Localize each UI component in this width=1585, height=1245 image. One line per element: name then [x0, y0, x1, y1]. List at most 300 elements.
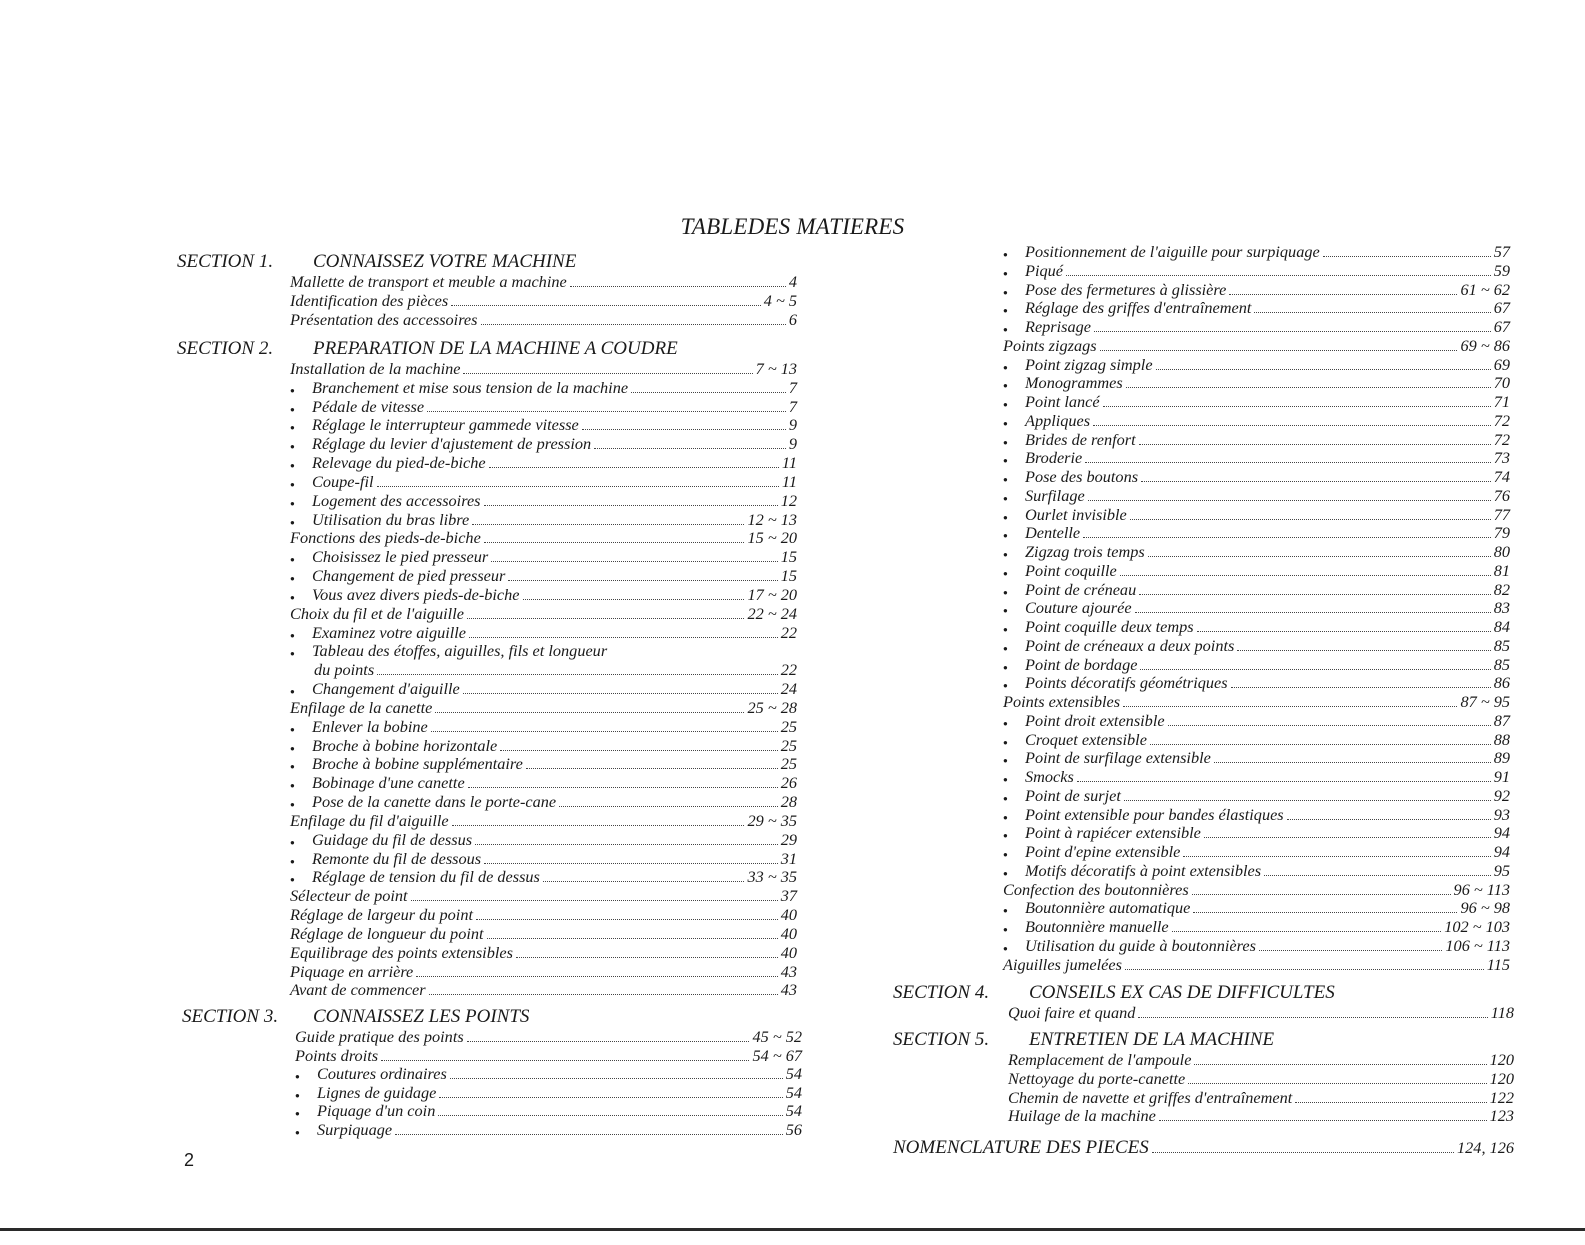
dot-leader	[463, 373, 752, 374]
entry-page: 79	[1493, 523, 1510, 542]
dot-leader	[500, 750, 777, 751]
entry-label: Nettoyage du porte-canette	[1008, 1069, 1186, 1088]
entry-label: Changement d'aiguille	[312, 679, 460, 698]
entry-page: 85	[1493, 655, 1510, 674]
toc-entry	[1003, 598, 1510, 617]
toc-entry	[290, 510, 797, 529]
entry-label: Huilage de la machine	[1008, 1106, 1156, 1125]
dot-leader	[467, 1041, 750, 1042]
entry-page: 25	[780, 717, 797, 736]
dot-leader	[416, 976, 777, 977]
toc-entry	[295, 1046, 802, 1065]
toc-entry	[290, 397, 797, 416]
bullet-icon: ●	[1003, 644, 1008, 653]
entry-page: 89	[1493, 748, 1510, 767]
entry-page: 25	[780, 736, 797, 755]
entry-label: Zigzag trois temps	[1025, 542, 1145, 561]
dot-leader	[1214, 762, 1491, 763]
entry-page: 118	[1490, 1003, 1514, 1022]
toc-entry	[290, 698, 797, 717]
entry-page: 93	[1493, 805, 1510, 824]
dot-leader	[1126, 387, 1491, 388]
entry-label: Logement des accessoires	[312, 491, 481, 510]
bullet-icon: ●	[1003, 288, 1008, 297]
dot-leader	[1323, 256, 1491, 257]
toc-entry	[290, 943, 797, 962]
toc-entry	[1003, 880, 1510, 899]
page-number: 2	[184, 1150, 195, 1170]
entry-page: 83	[1493, 598, 1510, 617]
bullet-icon: ●	[290, 423, 295, 432]
bullet-icon: ●	[290, 838, 295, 847]
section-2-heading	[177, 338, 678, 360]
entry-page: 69 ~ 86	[1460, 336, 1510, 355]
bullet-icon: ●	[290, 744, 295, 753]
bullet-icon: ●	[290, 499, 295, 508]
section-title: ENTRETIEN DE LA MACHINE	[1029, 1029, 1275, 1050]
dot-leader	[1193, 912, 1457, 913]
dot-leader	[523, 599, 745, 600]
entry-label: Guidage du fil de dessus	[312, 830, 473, 849]
entry-page: 40	[780, 905, 797, 924]
toc-entry	[1003, 486, 1510, 505]
dot-leader	[1152, 1152, 1454, 1153]
bullet-icon: ●	[1003, 794, 1008, 803]
entry-label: Dentelle	[1025, 523, 1081, 542]
entry-label: Pose des boutons	[1025, 467, 1139, 486]
bullet-icon: ●	[295, 1128, 300, 1137]
bullet-icon: ●	[1003, 325, 1008, 334]
bullet-icon: ●	[1003, 438, 1008, 447]
entry-page: 123	[1489, 1106, 1514, 1125]
toc-entry	[1003, 392, 1510, 411]
dot-leader	[1188, 1083, 1486, 1084]
bullet-icon: ●	[290, 518, 295, 527]
bullet-icon: ●	[1003, 869, 1008, 878]
toc-entry	[290, 641, 797, 660]
toc-entry	[1003, 805, 1510, 824]
bullet-icon: ●	[290, 631, 295, 640]
bullet-icon: ●	[290, 461, 295, 470]
bullet-icon: ●	[1003, 550, 1008, 559]
dot-leader	[1168, 725, 1491, 726]
toc-entry	[290, 528, 797, 547]
entry-page: 76	[1493, 486, 1510, 505]
entry-page: 54	[785, 1083, 802, 1102]
entry-label: Point de créneaux a deux points	[1025, 636, 1235, 655]
entry-label: Point coquille	[1025, 561, 1117, 580]
toc-entry	[290, 754, 797, 773]
bullet-icon: ●	[290, 555, 295, 564]
toc-entry	[1003, 242, 1510, 261]
entry-page: 54	[785, 1101, 802, 1120]
entry-page: 94	[1493, 823, 1510, 842]
dot-leader	[487, 938, 778, 939]
entry-label: Equilibrage des points extensibles	[290, 943, 513, 962]
entry-page: 106 ~ 113	[1445, 936, 1510, 955]
entry-page: 9	[788, 415, 797, 434]
bullet-icon: ●	[290, 875, 295, 884]
dot-leader	[508, 580, 777, 581]
entry-page: 84	[1493, 617, 1510, 636]
section-title: CONSEILS EX CAS DE DIFFICULTES	[1029, 982, 1335, 1003]
toc-entry	[1003, 542, 1510, 561]
entry-label: Piqué	[1025, 261, 1063, 280]
entry-label: du points	[314, 660, 375, 679]
entry-label: Quoi faire et quand	[1008, 1003, 1136, 1022]
entry-page: 22	[780, 660, 797, 679]
entry-page: 25 ~ 28	[747, 698, 797, 717]
dot-leader	[1295, 1102, 1486, 1103]
dot-leader	[1254, 312, 1490, 313]
bullet-icon: ●	[290, 762, 295, 771]
bullet-icon: ●	[1003, 419, 1008, 428]
entry-page: 15 ~ 20	[747, 528, 797, 547]
entry-label: Point de créneau	[1025, 580, 1137, 599]
dot-leader	[484, 863, 778, 864]
section-number: SECTION 2.	[177, 338, 274, 359]
entry-page: 115	[1486, 955, 1510, 974]
entry-label: Point lancé	[1025, 392, 1100, 411]
dot-leader	[1093, 425, 1491, 426]
dot-leader	[1150, 744, 1491, 745]
bullet-icon: ●	[295, 1109, 300, 1118]
bullet-icon: ●	[290, 405, 295, 414]
dot-leader	[570, 286, 786, 287]
bullet-icon: ●	[290, 649, 295, 658]
dot-leader	[472, 524, 744, 525]
dot-leader	[484, 542, 745, 543]
toc-entry	[290, 867, 797, 886]
bullet-icon: ●	[1003, 494, 1008, 503]
entry-label: Monogrammes	[1025, 373, 1123, 392]
entry-page: 25	[780, 754, 797, 773]
bullet-icon: ●	[1003, 831, 1008, 840]
entry-label: Examinez votre aiguille	[312, 623, 467, 642]
dot-leader	[543, 881, 745, 882]
entry-label: Point de surjet	[1025, 786, 1121, 805]
bullet-icon: ●	[290, 593, 295, 602]
bullet-icon: ●	[1003, 250, 1008, 259]
bullet-icon: ●	[1003, 906, 1008, 915]
entry-label: NOMENCLATURE DES PIECES	[893, 1137, 1149, 1158]
entry-page: 11	[781, 472, 797, 491]
bullet-icon: ●	[290, 800, 295, 809]
entry-page: 77	[1493, 505, 1510, 524]
dot-leader	[1138, 1017, 1487, 1018]
dot-leader	[1183, 856, 1490, 857]
entry-label: Identification des pièces	[290, 291, 449, 310]
entry-label: Enfilage du fil d'aiguille	[290, 811, 449, 830]
toc-entry	[290, 980, 797, 999]
dot-leader	[1139, 444, 1491, 445]
dot-leader	[450, 1078, 783, 1079]
bullet-icon: ●	[1003, 475, 1008, 484]
toc-entry	[1003, 673, 1510, 692]
toc-entry	[290, 604, 797, 623]
toc-entry	[1003, 917, 1510, 936]
bullet-icon: ●	[295, 1091, 300, 1100]
toc-entry	[1003, 317, 1510, 336]
dot-leader	[1194, 1064, 1486, 1065]
toc-entry	[290, 378, 797, 397]
toc-entry	[1003, 748, 1510, 767]
entry-page: 7	[788, 378, 797, 397]
entry-label: Guide pratique des points	[295, 1027, 464, 1046]
dot-leader	[582, 429, 786, 430]
toc-entry	[1003, 523, 1510, 542]
toc-entry	[290, 310, 797, 329]
dot-leader	[516, 957, 778, 958]
toc-entry	[1003, 373, 1510, 392]
entry-page: 85	[1493, 636, 1510, 655]
bullet-icon: ●	[1003, 625, 1008, 634]
entry-page: 70	[1493, 373, 1510, 392]
entry-page: 80	[1493, 542, 1510, 561]
entry-label: Point coquille deux temps	[1025, 617, 1194, 636]
toc-entry	[1003, 261, 1510, 280]
entry-page: 12 ~ 13	[747, 510, 797, 529]
bullet-icon: ●	[1003, 456, 1008, 465]
entry-page: 17 ~ 20	[747, 585, 797, 604]
entry-label: Point extensible pour bandes élastiques	[1025, 805, 1284, 824]
bullet-icon: ●	[290, 480, 295, 489]
bullet-icon: ●	[1003, 925, 1008, 934]
toc-entry	[1003, 430, 1510, 449]
dot-leader	[481, 324, 786, 325]
bullet-icon: ●	[290, 687, 295, 696]
entry-page: 15	[780, 566, 797, 585]
entry-page: 67	[1493, 298, 1510, 317]
dot-leader	[377, 674, 778, 675]
entry-page: 40	[780, 943, 797, 962]
dot-leader	[489, 467, 779, 468]
bullet-icon: ●	[290, 725, 295, 734]
entry-label: Mallette de transport et meuble a machine	[290, 272, 567, 291]
entry-label: Relevage du pied-de-biche	[312, 453, 486, 472]
entry-label: Point de bordage	[1025, 655, 1138, 674]
entry-page: 4 ~ 5	[763, 291, 797, 310]
entry-page: 91	[1493, 767, 1510, 786]
entry-label: Utilisation du guide à boutonnières	[1025, 936, 1256, 955]
toc-entry	[295, 1064, 802, 1083]
toc-entry	[1003, 655, 1510, 674]
dot-leader	[429, 994, 778, 995]
bullet-icon: ●	[290, 442, 295, 451]
entry-label: Fonctions des pieds-de-biche	[290, 528, 481, 547]
toc-entry	[1008, 1003, 1514, 1022]
toc-entry	[290, 585, 797, 604]
dot-leader	[631, 392, 786, 393]
entry-label: Pose des fermetures à glissière	[1025, 280, 1227, 299]
toc-entry	[290, 924, 797, 943]
toc-entry	[1003, 898, 1510, 917]
toc-entry	[290, 811, 797, 830]
entry-page: 124, 126	[1457, 1138, 1514, 1157]
dot-leader	[469, 637, 778, 638]
toc-entry	[290, 792, 797, 811]
entry-page: 67	[1493, 317, 1510, 336]
toc-entry	[1003, 636, 1510, 655]
entry-label: Réglage des griffes d'entraînement	[1025, 298, 1252, 317]
entry-label: Pédale de vitesse	[312, 397, 425, 416]
nomenclature-entry	[893, 1137, 1514, 1159]
bullet-icon: ●	[290, 574, 295, 583]
toc-entry	[1003, 467, 1510, 486]
toc-entry	[295, 1027, 802, 1046]
toc-entry	[290, 830, 797, 849]
entry-page: 22	[780, 623, 797, 642]
entry-label: Brides de renfort	[1025, 430, 1136, 449]
section-4-heading	[893, 982, 1335, 1004]
bullet-icon: ●	[1003, 663, 1008, 672]
bullet-icon: ●	[1003, 681, 1008, 690]
entry-label: Points extensibles	[1003, 692, 1121, 711]
toc-entry	[1003, 617, 1510, 636]
entry-page: 71	[1493, 392, 1510, 411]
entry-label: Avant de commencer	[290, 980, 426, 999]
entry-page: 74	[1493, 467, 1510, 486]
toc-entry	[1003, 730, 1510, 749]
bottom-rule	[0, 1228, 1585, 1231]
entry-label: Points droits	[295, 1046, 379, 1065]
entry-label: Choisissez le pied presseur	[312, 547, 489, 566]
entry-page: 86	[1493, 673, 1510, 692]
dot-leader	[526, 768, 778, 769]
entry-page: 95	[1493, 861, 1510, 880]
entry-label: Réglage de tension du fil de dessus	[312, 867, 540, 886]
entry-page: 122	[1489, 1088, 1514, 1107]
section-5-heading	[893, 1029, 1274, 1051]
toc-entry	[290, 736, 797, 755]
entry-label: Smocks	[1025, 767, 1074, 786]
entry-page: 33 ~ 35	[747, 867, 797, 886]
dot-leader	[451, 305, 761, 306]
dot-leader	[1088, 500, 1491, 501]
dot-leader	[594, 448, 786, 449]
dot-leader	[1156, 369, 1491, 370]
entry-label: Utilisation du bras libre	[312, 510, 470, 529]
toc-entry	[290, 415, 797, 434]
entry-label: Aiguilles jumelées	[1003, 955, 1122, 974]
entry-page: 37	[780, 886, 797, 905]
entry-label: Réglage le interrupteur gammede vitesse	[312, 415, 579, 434]
entry-page: 28	[780, 792, 797, 811]
dot-leader	[1085, 462, 1490, 463]
entry-page: 96 ~ 113	[1453, 880, 1510, 899]
entry-label: Bobinage d'une canette	[312, 773, 465, 792]
entry-label: Surpiquage	[317, 1120, 393, 1139]
dot-leader	[452, 825, 745, 826]
dot-leader	[1066, 275, 1491, 276]
dot-leader	[1159, 1120, 1487, 1121]
entry-label: Enlever la bobine	[312, 717, 428, 736]
section-3-heading	[182, 1006, 529, 1028]
entry-label: Positionnement de l'aiguille pour surpiquage	[1025, 242, 1320, 261]
entry-label: Point de surfilage extensible	[1025, 748, 1211, 767]
bullet-icon: ●	[1003, 738, 1008, 747]
toc-entry	[1008, 1069, 1514, 1088]
entry-label: Coupe-fil	[312, 472, 374, 491]
entry-label: Broche à bobine horizontale	[312, 736, 498, 755]
dot-leader	[435, 712, 744, 713]
entry-page: 12	[780, 491, 797, 510]
entry-page: 45 ~ 52	[752, 1027, 802, 1046]
toc-entry	[290, 359, 797, 378]
entry-label: Changement de pied presseur	[312, 566, 506, 585]
toc-entry	[290, 472, 797, 491]
dot-leader	[1094, 331, 1491, 332]
dot-leader	[1077, 781, 1491, 782]
entry-page: 72	[1493, 430, 1510, 449]
toc-entry	[1003, 336, 1510, 355]
entry-label: Croquet extensible	[1025, 730, 1147, 749]
entry-page: 92	[1493, 786, 1510, 805]
entry-page: 24	[780, 679, 797, 698]
dot-leader	[1100, 350, 1458, 351]
entry-label: Réglage du levier d'ajustement de pression	[312, 434, 592, 453]
dot-leader	[559, 806, 778, 807]
toc-entry	[1003, 448, 1510, 467]
dot-leader	[1237, 650, 1490, 651]
entry-label: Point zigzag simple	[1025, 355, 1153, 374]
bullet-icon: ●	[1003, 588, 1008, 597]
entry-page: 87	[1493, 711, 1510, 730]
toc-entry	[295, 1083, 802, 1102]
bullet-icon: ●	[1003, 606, 1008, 615]
bullet-icon: ●	[1003, 306, 1008, 315]
entry-label: Installation de la machine	[290, 359, 461, 378]
entry-page: 87 ~ 95	[1460, 692, 1510, 711]
entry-label: Choix du fil et de l'aiguille	[290, 604, 464, 623]
toc-entry	[1003, 580, 1510, 599]
entry-page: 43	[780, 962, 797, 981]
entry-label: Réglage de largeur du point	[290, 905, 473, 924]
bullet-icon: ●	[1003, 569, 1008, 578]
entry-label: Point à rapiécer extensible	[1025, 823, 1201, 842]
dot-leader	[1204, 837, 1491, 838]
dot-leader	[411, 900, 778, 901]
section-title: PREPARATION DE LA MACHINE A COUDRE	[313, 338, 678, 359]
dot-leader	[1287, 819, 1491, 820]
toc-entry	[1003, 505, 1510, 524]
toc-entry	[1003, 692, 1510, 711]
dot-leader	[377, 486, 779, 487]
entry-label: Branchement et mise sous tension de la machine	[312, 378, 629, 397]
toc-entry	[290, 547, 797, 566]
entry-page: 31	[780, 849, 797, 868]
toc-entry	[1003, 561, 1510, 580]
bullet-icon: ●	[1003, 775, 1008, 784]
dot-leader	[1120, 575, 1491, 576]
dot-leader	[468, 787, 778, 788]
entry-page: 6	[788, 310, 797, 329]
toc-entry	[1008, 1088, 1514, 1107]
dot-leader	[1140, 669, 1490, 670]
entry-page: 94	[1493, 842, 1510, 861]
toc-entry	[295, 1120, 802, 1139]
entry-page: 29 ~ 35	[747, 811, 797, 830]
dot-leader	[395, 1134, 783, 1135]
bullet-icon: ●	[295, 1072, 300, 1081]
toc-entry	[290, 679, 797, 698]
dot-leader	[438, 1115, 782, 1116]
entry-label: Points zigzags	[1003, 336, 1097, 355]
entry-label: Couture ajourée	[1025, 598, 1132, 617]
entry-label: Point droit extensible	[1025, 711, 1165, 730]
entry-label: Reprisage	[1025, 317, 1092, 336]
entry-label: Lignes de guidage	[317, 1083, 437, 1102]
